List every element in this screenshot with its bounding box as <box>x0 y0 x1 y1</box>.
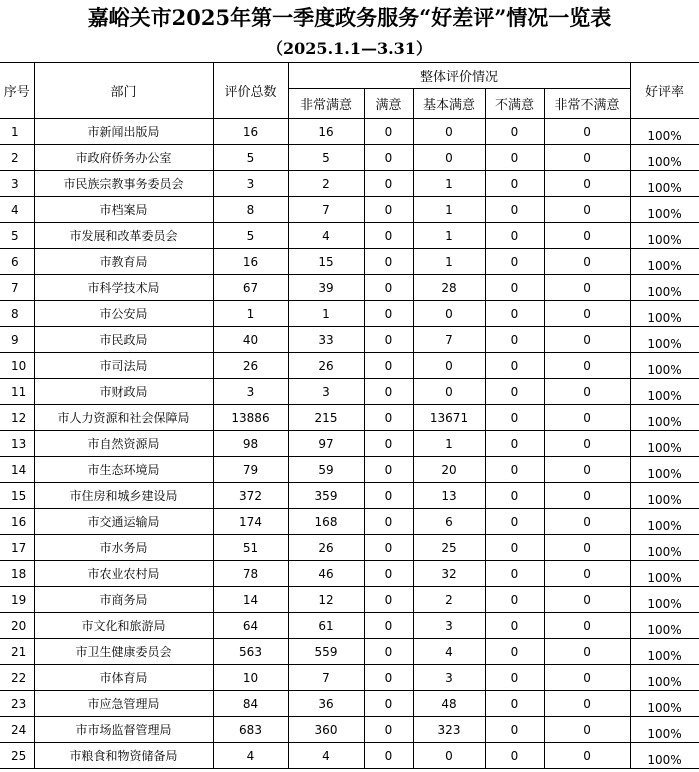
cell-unsatisfied: 0 <box>485 249 544 275</box>
cell-dept: 市发展和改革委员会 <box>34 223 213 249</box>
cell-satisfied: 0 <box>364 561 413 587</box>
cell-basic-satisfied: 1 <box>413 249 485 275</box>
cell-basic-satisfied: 7 <box>413 327 485 353</box>
cell-very-satisfied: 15 <box>288 249 364 275</box>
cell-rate: 100% <box>630 275 699 301</box>
table-row <box>0 301 699 327</box>
header-very-satisfied: 非常满意 <box>288 89 364 119</box>
page-title: 嘉峪关市2025年第一季度政务服务“好差评”情况一览表 <box>87 5 612 30</box>
cell-satisfied: 0 <box>364 717 413 743</box>
cell-total: 563 <box>213 639 288 665</box>
table-row <box>0 509 699 535</box>
cell-seq: 6 <box>0 249 34 275</box>
cell-satisfied: 0 <box>364 405 413 431</box>
cell-seq: 13 <box>0 431 34 457</box>
cell-basic-satisfied: 1 <box>413 197 485 223</box>
cell-dept: 市应急管理局 <box>34 691 213 717</box>
cell-very-unsatisfied: 0 <box>544 587 630 613</box>
cell-dept: 市档案局 <box>34 197 213 223</box>
cell-rate: 100% <box>630 639 699 665</box>
cell-unsatisfied: 0 <box>485 431 544 457</box>
cell-satisfied: 0 <box>364 275 413 301</box>
cell-unsatisfied: 0 <box>485 119 544 145</box>
cell-basic-satisfied: 0 <box>413 301 485 327</box>
cell-basic-satisfied: 1 <box>413 171 485 197</box>
cell-total: 14 <box>213 587 288 613</box>
cell-very-satisfied: 46 <box>288 561 364 587</box>
cell-very-satisfied: 97 <box>288 431 364 457</box>
cell-very-unsatisfied: 0 <box>544 743 630 769</box>
cell-satisfied: 0 <box>364 665 413 691</box>
table-row <box>0 197 699 223</box>
cell-basic-satisfied: 13671 <box>413 405 485 431</box>
cell-very-satisfied: 39 <box>288 275 364 301</box>
cell-rate: 100% <box>630 431 699 457</box>
cell-total: 16 <box>213 119 288 145</box>
cell-seq: 11 <box>0 379 34 405</box>
table-row <box>0 353 699 379</box>
cell-very-satisfied: 5 <box>288 145 364 171</box>
cell-very-satisfied: 7 <box>288 197 364 223</box>
cell-basic-satisfied: 1 <box>413 431 485 457</box>
cell-seq: 18 <box>0 561 34 587</box>
cell-total: 79 <box>213 457 288 483</box>
cell-very-satisfied: 4 <box>288 223 364 249</box>
cell-unsatisfied: 0 <box>485 405 544 431</box>
cell-total: 26 <box>213 353 288 379</box>
cell-rate: 100% <box>630 509 699 535</box>
cell-unsatisfied: 0 <box>485 301 544 327</box>
table-row <box>0 249 699 275</box>
cell-basic-satisfied: 32 <box>413 561 485 587</box>
cell-rate: 100% <box>630 535 699 561</box>
cell-seq: 2 <box>0 145 34 171</box>
cell-very-unsatisfied: 0 <box>544 405 630 431</box>
cell-very-satisfied: 59 <box>288 457 364 483</box>
cell-very-unsatisfied: 0 <box>544 223 630 249</box>
cell-seq: 17 <box>0 535 34 561</box>
table-row <box>0 535 699 561</box>
cell-rate: 100% <box>630 119 699 145</box>
cell-seq: 10 <box>0 353 34 379</box>
cell-dept: 市新闻出版局 <box>34 119 213 145</box>
cell-total: 5 <box>213 145 288 171</box>
table-row <box>0 561 699 587</box>
table-row <box>0 405 699 431</box>
cell-very-satisfied: 3 <box>288 379 364 405</box>
cell-satisfied: 0 <box>364 691 413 717</box>
cell-seq: 7 <box>0 275 34 301</box>
cell-basic-satisfied: 3 <box>413 613 485 639</box>
table-row <box>0 639 699 665</box>
header-dept: 部门 <box>34 63 213 119</box>
cell-dept: 市住房和城乡建设局 <box>34 483 213 509</box>
cell-basic-satisfied: 323 <box>413 717 485 743</box>
cell-rate: 100% <box>630 353 699 379</box>
cell-unsatisfied: 0 <box>485 327 544 353</box>
cell-rate: 100% <box>630 665 699 691</box>
cell-dept: 市人力资源和社会保障局 <box>34 405 213 431</box>
cell-rate: 100% <box>630 717 699 743</box>
cell-dept: 市科学技术局 <box>34 275 213 301</box>
cell-very-satisfied: 1 <box>288 301 364 327</box>
header-row-top <box>0 63 699 89</box>
cell-very-unsatisfied: 0 <box>544 171 630 197</box>
cell-unsatisfied: 0 <box>485 457 544 483</box>
table-row <box>0 717 699 743</box>
table-row <box>0 379 699 405</box>
cell-rate: 100% <box>630 379 699 405</box>
cell-very-satisfied: 215 <box>288 405 364 431</box>
cell-rate: 100% <box>630 483 699 509</box>
cell-unsatisfied: 0 <box>485 665 544 691</box>
cell-very-unsatisfied: 0 <box>544 613 630 639</box>
cell-satisfied: 0 <box>364 431 413 457</box>
cell-very-satisfied: 2 <box>288 171 364 197</box>
cell-unsatisfied: 0 <box>485 535 544 561</box>
cell-unsatisfied: 0 <box>485 639 544 665</box>
cell-seq: 12 <box>0 405 34 431</box>
cell-very-unsatisfied: 0 <box>544 197 630 223</box>
cell-total: 84 <box>213 691 288 717</box>
cell-basic-satisfied: 28 <box>413 275 485 301</box>
cell-rate: 100% <box>630 197 699 223</box>
cell-total: 174 <box>213 509 288 535</box>
cell-satisfied: 0 <box>364 535 413 561</box>
cell-total: 13886 <box>213 405 288 431</box>
cell-unsatisfied: 0 <box>485 561 544 587</box>
cell-rate: 100% <box>630 691 699 717</box>
cell-very-unsatisfied: 0 <box>544 145 630 171</box>
cell-satisfied: 0 <box>364 171 413 197</box>
cell-basic-satisfied: 1 <box>413 223 485 249</box>
cell-satisfied: 0 <box>364 457 413 483</box>
cell-dept: 市农业农村局 <box>34 561 213 587</box>
cell-total: 683 <box>213 717 288 743</box>
cell-satisfied: 0 <box>364 379 413 405</box>
cell-seq: 25 <box>0 743 34 769</box>
cell-dept: 市民政局 <box>34 327 213 353</box>
cell-rate: 100% <box>630 457 699 483</box>
cell-unsatisfied: 0 <box>485 717 544 743</box>
cell-basic-satisfied: 4 <box>413 639 485 665</box>
cell-very-unsatisfied: 0 <box>544 249 630 275</box>
cell-very-satisfied: 26 <box>288 353 364 379</box>
cell-dept: 市自然资源局 <box>34 431 213 457</box>
cell-dept: 市水务局 <box>34 535 213 561</box>
cell-total: 64 <box>213 613 288 639</box>
header-unsatisfied: 不满意 <box>485 89 544 119</box>
header-overall: 整体评价情况 <box>288 63 630 89</box>
cell-basic-satisfied: 48 <box>413 691 485 717</box>
table-row <box>0 691 699 717</box>
cell-satisfied: 0 <box>364 587 413 613</box>
cell-seq: 8 <box>0 301 34 327</box>
cell-dept: 市生态环境局 <box>34 457 213 483</box>
cell-total: 40 <box>213 327 288 353</box>
cell-satisfied: 0 <box>364 301 413 327</box>
cell-very-unsatisfied: 0 <box>544 457 630 483</box>
cell-basic-satisfied: 13 <box>413 483 485 509</box>
cell-dept: 市交通运输局 <box>34 509 213 535</box>
cell-very-satisfied: 36 <box>288 691 364 717</box>
cell-satisfied: 0 <box>364 249 413 275</box>
cell-very-unsatisfied: 0 <box>544 483 630 509</box>
cell-total: 16 <box>213 249 288 275</box>
cell-rate: 100% <box>630 327 699 353</box>
cell-total: 372 <box>213 483 288 509</box>
cell-very-unsatisfied: 0 <box>544 275 630 301</box>
table-row <box>0 119 699 145</box>
cell-total: 98 <box>213 431 288 457</box>
cell-unsatisfied: 0 <box>485 223 544 249</box>
cell-total: 8 <box>213 197 288 223</box>
cell-satisfied: 0 <box>364 483 413 509</box>
cell-total: 1 <box>213 301 288 327</box>
cell-very-unsatisfied: 0 <box>544 301 630 327</box>
cell-unsatisfied: 0 <box>485 587 544 613</box>
cell-rate: 100% <box>630 171 699 197</box>
table-row <box>0 223 699 249</box>
cell-very-unsatisfied: 0 <box>544 431 630 457</box>
cell-seq: 23 <box>0 691 34 717</box>
cell-rate: 100% <box>630 587 699 613</box>
header-basic-satisfied: 基本满意 <box>413 89 485 119</box>
cell-dept: 市文化和旅游局 <box>34 613 213 639</box>
header-rate: 好评率 <box>630 63 699 119</box>
cell-total: 3 <box>213 379 288 405</box>
cell-basic-satisfied: 0 <box>413 119 485 145</box>
cell-seq: 9 <box>0 327 34 353</box>
cell-rate: 100% <box>630 405 699 431</box>
cell-dept: 市公安局 <box>34 301 213 327</box>
cell-dept: 市卫生健康委员会 <box>34 639 213 665</box>
table-row <box>0 457 699 483</box>
header-very-unsatisfied: 非常不满意 <box>544 89 630 119</box>
cell-dept: 市商务局 <box>34 587 213 613</box>
cell-very-unsatisfied: 0 <box>544 717 630 743</box>
cell-dept: 市体育局 <box>34 665 213 691</box>
cell-basic-satisfied: 0 <box>413 379 485 405</box>
cell-total: 51 <box>213 535 288 561</box>
cell-rate: 100% <box>630 249 699 275</box>
table-row <box>0 483 699 509</box>
cell-seq: 15 <box>0 483 34 509</box>
cell-satisfied: 0 <box>364 223 413 249</box>
cell-unsatisfied: 0 <box>485 613 544 639</box>
table-body <box>0 119 699 769</box>
cell-very-unsatisfied: 0 <box>544 535 630 561</box>
cell-basic-satisfied: 3 <box>413 665 485 691</box>
cell-basic-satisfied: 6 <box>413 509 485 535</box>
cell-very-unsatisfied: 0 <box>544 119 630 145</box>
cell-dept: 市财政局 <box>34 379 213 405</box>
cell-very-satisfied: 26 <box>288 535 364 561</box>
table-row <box>0 613 699 639</box>
cell-dept: 市市场监督管理局 <box>34 717 213 743</box>
cell-seq: 4 <box>0 197 34 223</box>
cell-unsatisfied: 0 <box>485 197 544 223</box>
table-row <box>0 431 699 457</box>
cell-dept: 市民族宗教事务委员会 <box>34 171 213 197</box>
cell-very-satisfied: 168 <box>288 509 364 535</box>
header-seq: 序号 <box>0 63 34 119</box>
cell-unsatisfied: 0 <box>485 145 544 171</box>
cell-basic-satisfied: 25 <box>413 535 485 561</box>
cell-unsatisfied: 0 <box>485 483 544 509</box>
table-row <box>0 587 699 613</box>
cell-seq: 24 <box>0 717 34 743</box>
cell-very-satisfied: 33 <box>288 327 364 353</box>
cell-very-satisfied: 4 <box>288 743 364 769</box>
cell-rate: 100% <box>630 561 699 587</box>
cell-satisfied: 0 <box>364 327 413 353</box>
cell-very-unsatisfied: 0 <box>544 379 630 405</box>
cell-seq: 21 <box>0 639 34 665</box>
cell-very-satisfied: 359 <box>288 483 364 509</box>
cell-unsatisfied: 0 <box>485 379 544 405</box>
table-row <box>0 665 699 691</box>
cell-seq: 3 <box>0 171 34 197</box>
cell-total: 78 <box>213 561 288 587</box>
cell-unsatisfied: 0 <box>485 691 544 717</box>
cell-seq: 19 <box>0 587 34 613</box>
cell-very-satisfied: 12 <box>288 587 364 613</box>
cell-very-satisfied: 360 <box>288 717 364 743</box>
cell-very-unsatisfied: 0 <box>544 561 630 587</box>
cell-rate: 100% <box>630 145 699 171</box>
cell-total: 67 <box>213 275 288 301</box>
cell-very-satisfied: 61 <box>288 613 364 639</box>
header-total: 评价总数 <box>213 63 288 119</box>
cell-total: 5 <box>213 223 288 249</box>
cell-satisfied: 0 <box>364 639 413 665</box>
cell-basic-satisfied: 2 <box>413 587 485 613</box>
cell-rate: 100% <box>630 743 699 769</box>
cell-seq: 14 <box>0 457 34 483</box>
cell-rate: 100% <box>630 613 699 639</box>
cell-dept: 市司法局 <box>34 353 213 379</box>
cell-satisfied: 0 <box>364 353 413 379</box>
cell-basic-satisfied: 0 <box>413 145 485 171</box>
cell-very-unsatisfied: 0 <box>544 639 630 665</box>
table-row <box>0 743 699 769</box>
cell-basic-satisfied: 0 <box>413 743 485 769</box>
cell-unsatisfied: 0 <box>485 743 544 769</box>
cell-seq: 16 <box>0 509 34 535</box>
table-row <box>0 171 699 197</box>
cell-unsatisfied: 0 <box>485 509 544 535</box>
cell-total: 3 <box>213 171 288 197</box>
cell-total: 4 <box>213 743 288 769</box>
cell-basic-satisfied: 0 <box>413 353 485 379</box>
cell-satisfied: 0 <box>364 145 413 171</box>
cell-satisfied: 0 <box>364 613 413 639</box>
table-row <box>0 327 699 353</box>
cell-satisfied: 0 <box>364 509 413 535</box>
cell-seq: 20 <box>0 613 34 639</box>
cell-dept: 市教育局 <box>34 249 213 275</box>
cell-very-satisfied: 16 <box>288 119 364 145</box>
cell-satisfied: 0 <box>364 743 413 769</box>
table-row <box>0 275 699 301</box>
header-satisfied: 满意 <box>364 89 413 119</box>
evaluation-table <box>0 62 699 769</box>
cell-unsatisfied: 0 <box>485 171 544 197</box>
cell-satisfied: 0 <box>364 197 413 223</box>
cell-total: 10 <box>213 665 288 691</box>
cell-unsatisfied: 0 <box>485 275 544 301</box>
cell-very-unsatisfied: 0 <box>544 353 630 379</box>
cell-seq: 1 <box>0 119 34 145</box>
cell-very-unsatisfied: 0 <box>544 509 630 535</box>
cell-very-satisfied: 559 <box>288 639 364 665</box>
cell-seq: 22 <box>0 665 34 691</box>
cell-dept: 市粮食和物资储备局 <box>34 743 213 769</box>
cell-basic-satisfied: 20 <box>413 457 485 483</box>
cell-seq: 5 <box>0 223 34 249</box>
table-row <box>0 145 699 171</box>
cell-very-unsatisfied: 0 <box>544 665 630 691</box>
cell-very-satisfied: 7 <box>288 665 364 691</box>
cell-dept: 市政府侨务办公室 <box>34 145 213 171</box>
cell-very-unsatisfied: 0 <box>544 691 630 717</box>
cell-unsatisfied: 0 <box>485 353 544 379</box>
date-range-subtitle: （2025.1.1—3.31） <box>267 39 432 58</box>
cell-rate: 100% <box>630 301 699 327</box>
cell-very-unsatisfied: 0 <box>544 327 630 353</box>
cell-satisfied: 0 <box>364 119 413 145</box>
cell-rate: 100% <box>630 223 699 249</box>
